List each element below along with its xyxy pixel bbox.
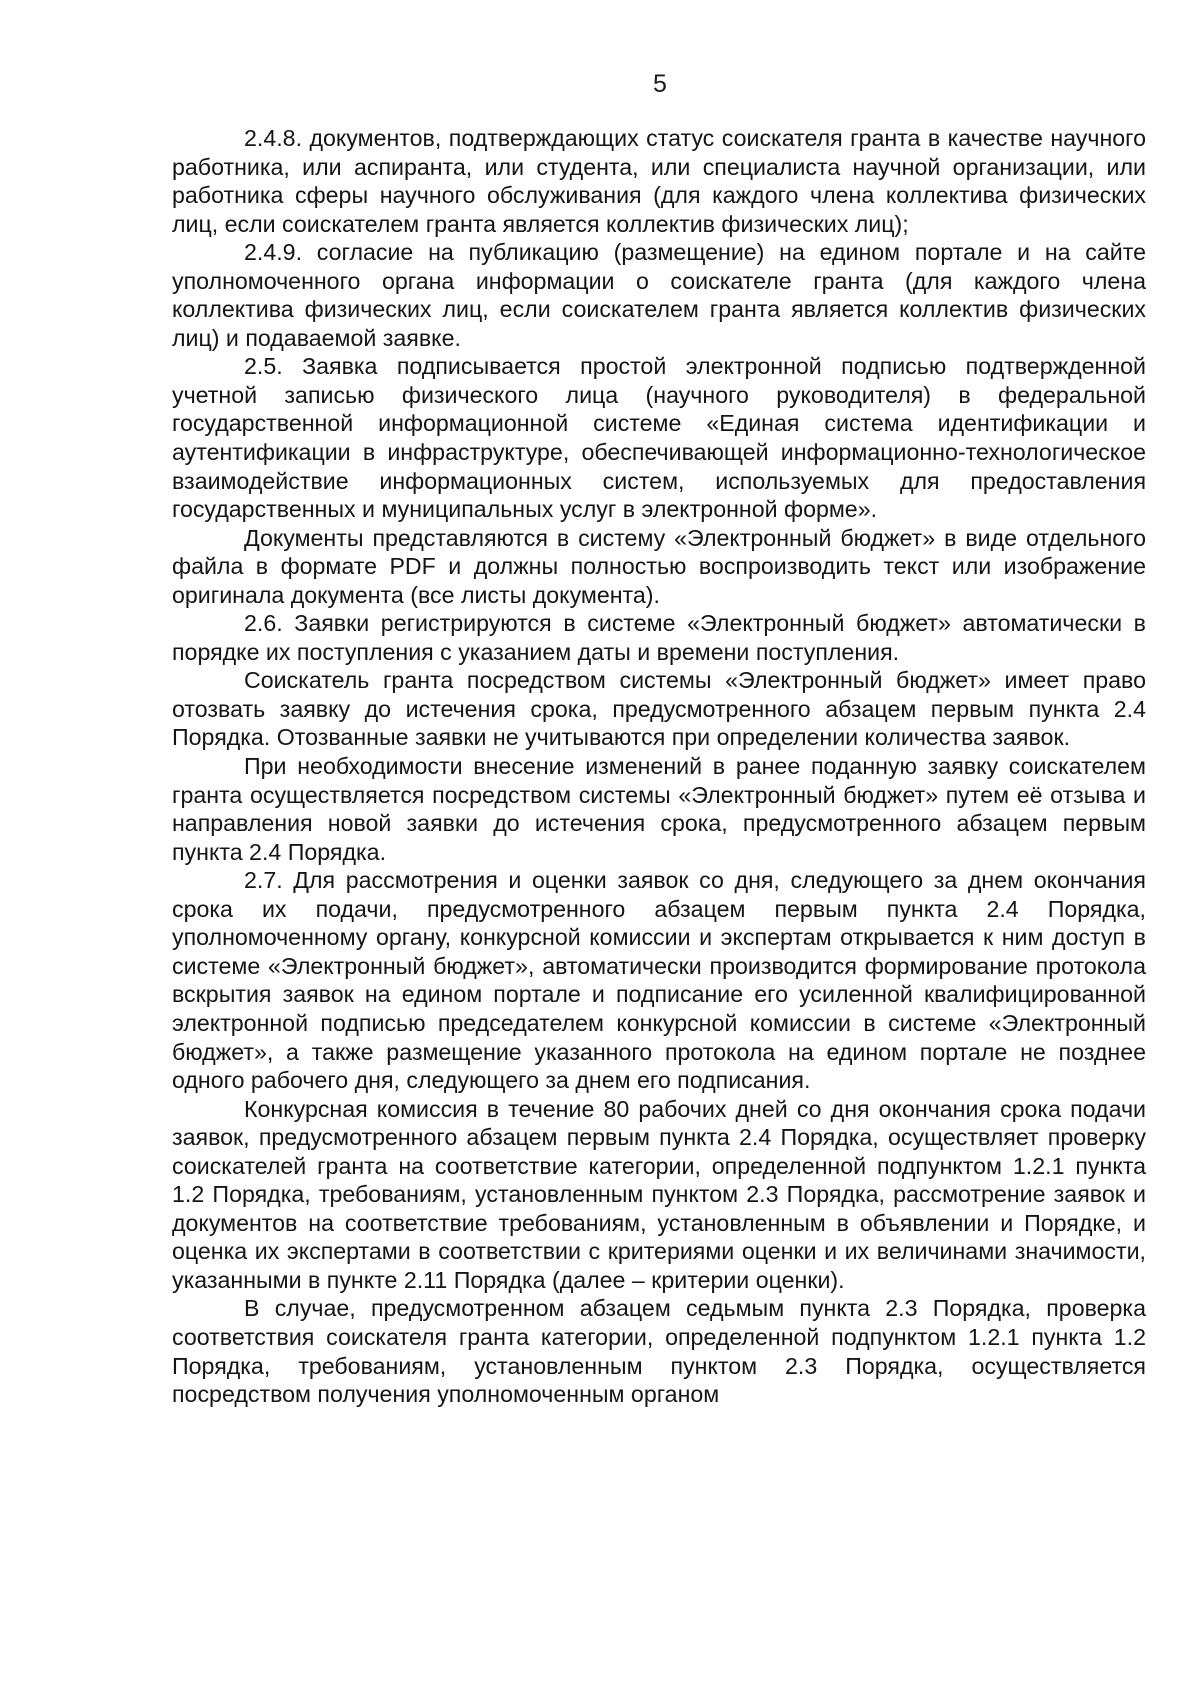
paragraph-documents-pdf: Документы представляются в систему «Электронный бюджет» в виде отдельного файла в формате PDF и должны полностью воспроизводить текст или изображение оригинала документа (все листы документа). [172,524,1146,608]
paragraph-category-check: В случае, предусмотренном абзацем седьмым пункта 2.3 Порядка, проверка соответствия соискателя гранта категории, определенной подпунктом 1.2.1 пункта 1.2 Порядка, требованиям, установленным пунктом 2.3 Порядка, осуществляется посредством получения уполномоченным органом [172,1295,1146,1408]
paragraph-2-6: 2.6. Заявки регистрируются в системе «Электронный бюджет» автоматически в порядке их поступления с указанием даты и времени поступления. [172,610,1146,665]
paragraph-application-changes: При необходимости внесение изменений в ранее поданную заявку соискателем гранта осуществляется посредством системы «Электронный бюджет» путем её отзыва и направления новой заявки до истечения срока, предусмотренного абзацем первым пункта 2.4 Порядка. [172,753,1146,865]
paragraph-2-4-8: 2.4.8. документов, подтверждающих статус соискателя гранта в качестве научного работника, или аспиранта, или студента, или специалиста научной организации, или работника сферы научного обслуживания (для каждого члена коллектива физических лиц, если соискателем гранта является коллектив физических лиц); [172,125,1146,237]
paragraph-commission-review: Конкурсная комиссия в течение 80 рабочих дней со дня окончания срока подачи заявок, предусмотренного абзацем первым пункта 2.4 Порядка, осуществляет проверку соискателей гранта на соответствие категории, определенной подпунктом 1.2.1 пункта 1.2 Порядка, требованиям, установленным пунктом 2.3 Порядка, рассмотрение заявок и документов на соответствие требованиям, установленным в объявлении и Порядке, и оценка их экспертами в соответствии с критериями оценки и их величинами значимости, указанными в пункте 2.11 Порядка (далее – критерии оценки). [172,1095,1146,1293]
document-body [172,124,1146,1409]
paragraph-2-4-9: 2.4.9. согласие на публикацию (размещение) на едином портале и на сайте уполномоченного органа информации о соискателе гранта (для каждого члена коллектива физических лиц, если соискателем гранта является коллектив физических лиц) и подаваемой заявке. [172,239,1146,351]
page-number: 5 [653,70,667,98]
paragraph-2-7: 2.7. Для рассмотрения и оценки заявок со дня, следующего за днем окончания срока их подачи, предусмотренного абзацем первым пункта 2.4 Порядка, уполномоченному органу, конкурсной комиссии и экспертам открывается к ним доступ в системе «Электронный бюджет», автоматически производится формирование протокола вскрытия заявок на едином портале и подписание его усиленной квалифицированной электронной подписью председателем конкурсной комиссии в системе «Электронный бюджет», а также размещение указанного протокола на едином портале не позднее одного рабочего дня, следующего за днем его подписания. [172,867,1146,1094]
paragraph-2-5: 2.5. Заявка подписывается простой электронной подписью подтвержденной учетной записью физического лица (научного руководителя) в федеральной государственной информационной системе «Единая система идентификации и аутентификации в инфраструктуре, обеспечивающей информационно-технологическое взаимодействие информационных систем, используемых для предоставления государственных и муниципальных услуг в электронной форме». [172,353,1146,523]
paragraph-withdraw-application: Соискатель гранта посредством системы «Электронный бюджет» имеет право отозвать заявку до истечения срока, предусмотренного абзацем первым пункта 2.4 Порядка. Отозванные заявки не учитываются при определении количества заявок. [172,667,1146,751]
